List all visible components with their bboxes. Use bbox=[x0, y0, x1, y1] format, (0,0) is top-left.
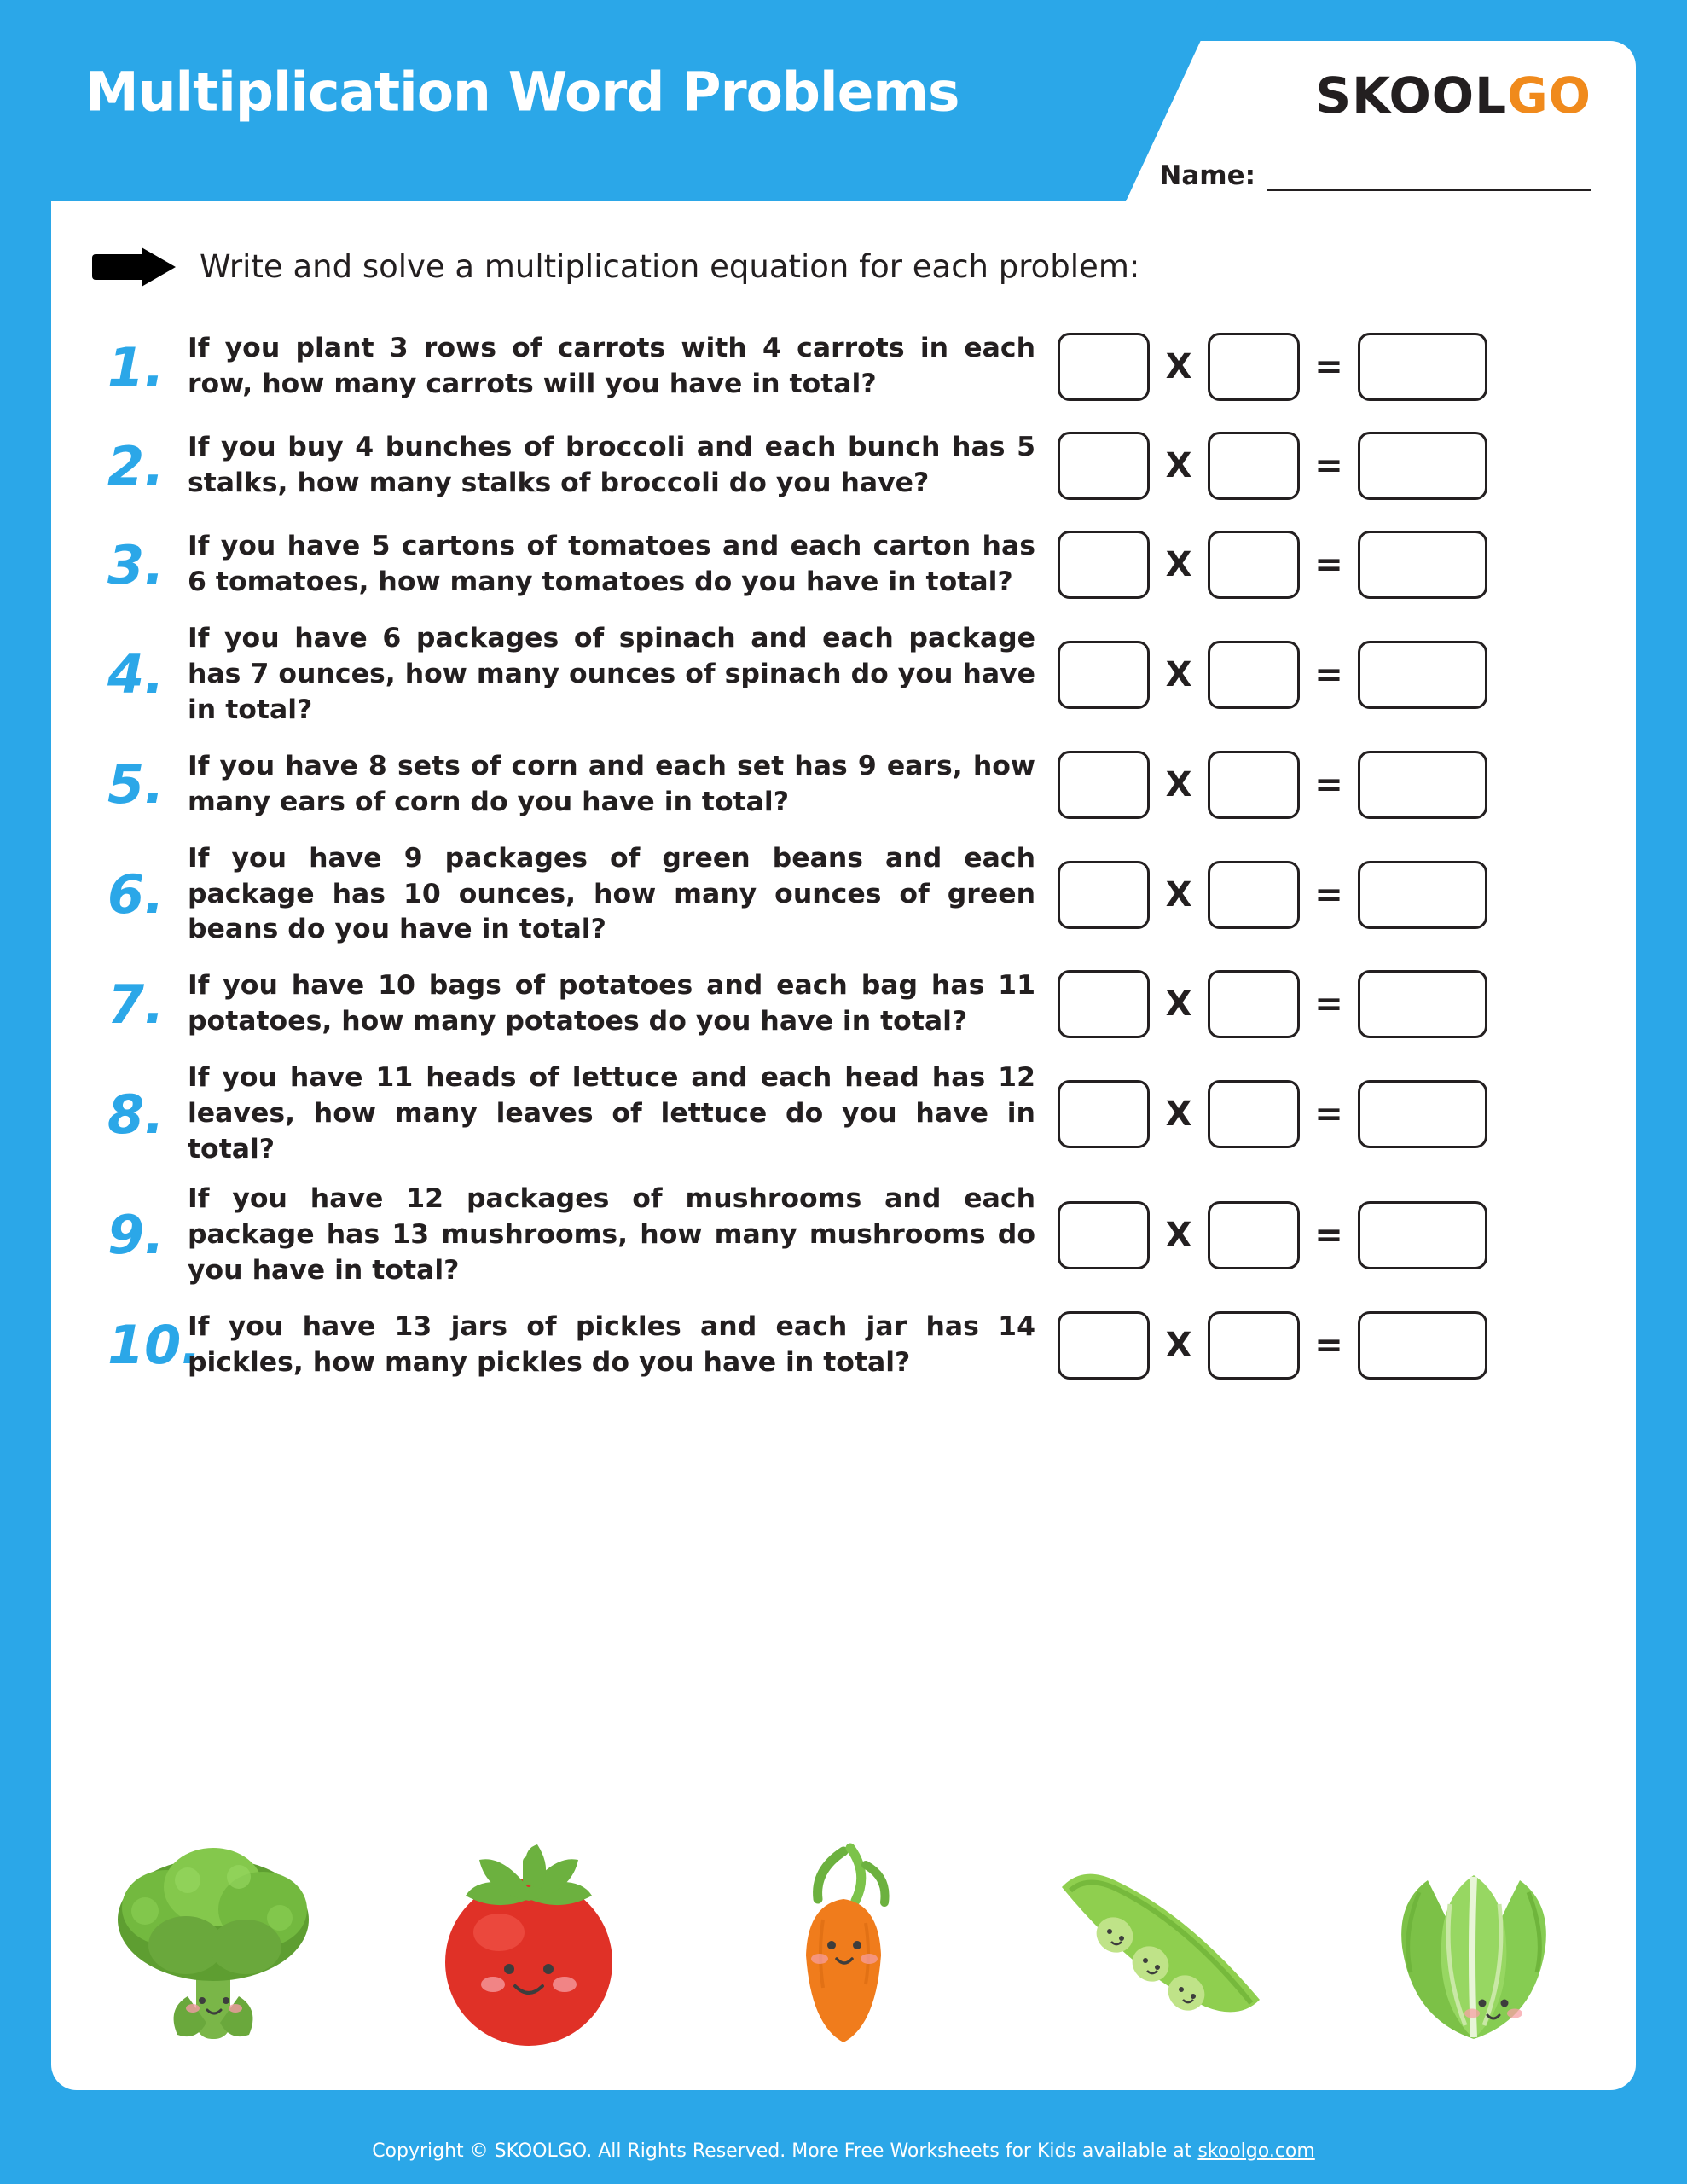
title-banner bbox=[0, 0, 1126, 201]
factor2-input[interactable] bbox=[1208, 861, 1300, 929]
factor1-input[interactable] bbox=[1058, 861, 1150, 929]
logo-go-text: GO bbox=[1507, 67, 1591, 125]
factor2-input[interactable] bbox=[1208, 970, 1300, 1038]
result-input[interactable] bbox=[1358, 861, 1487, 929]
factor1-input[interactable] bbox=[1058, 1201, 1150, 1269]
problem-row bbox=[92, 1182, 1593, 1289]
problem-list bbox=[92, 324, 1593, 1402]
multiply-symbol: X bbox=[1165, 1215, 1192, 1255]
skoolgo-logo bbox=[1315, 67, 1591, 125]
problem-number: 3. bbox=[107, 533, 165, 596]
problem-text: If you have 13 jars of pickles and each jar has 14 pickles, how many pickles do you have in total? bbox=[188, 1310, 1035, 1378]
multiply-symbol: X bbox=[1165, 1325, 1192, 1365]
equation-row bbox=[1058, 1201, 1593, 1269]
instruction-row bbox=[92, 247, 1139, 285]
problem-number: 7. bbox=[107, 973, 165, 1036]
equals-symbol: = bbox=[1314, 1325, 1343, 1365]
problem-number: 6. bbox=[107, 863, 165, 926]
result-input[interactable] bbox=[1358, 1311, 1487, 1380]
equation-row bbox=[1058, 432, 1593, 500]
name-field-row bbox=[1159, 160, 1591, 191]
factor1-input[interactable] bbox=[1058, 333, 1150, 401]
equals-symbol: = bbox=[1314, 764, 1343, 804]
result-input[interactable] bbox=[1358, 531, 1487, 599]
equals-symbol: = bbox=[1314, 347, 1343, 386]
equals-symbol: = bbox=[1314, 545, 1343, 584]
equals-symbol: = bbox=[1314, 874, 1343, 915]
equals-symbol: = bbox=[1314, 446, 1343, 485]
name-label: Name: bbox=[1159, 160, 1255, 191]
factor1-input[interactable] bbox=[1058, 531, 1150, 599]
equation-row bbox=[1058, 861, 1593, 929]
carrot-illustration bbox=[716, 1826, 971, 2056]
multiply-symbol: X bbox=[1165, 985, 1192, 1025]
result-input[interactable] bbox=[1358, 432, 1487, 500]
factor1-input[interactable] bbox=[1058, 751, 1150, 819]
equation-row bbox=[1058, 333, 1593, 401]
factor1-input[interactable] bbox=[1058, 432, 1150, 500]
multiply-symbol: X bbox=[1165, 654, 1192, 694]
equation-row bbox=[1058, 641, 1593, 709]
problem-row bbox=[92, 621, 1593, 729]
problem-row bbox=[92, 1303, 1593, 1388]
multiply-symbol: X bbox=[1165, 764, 1192, 804]
problem-text: If you have 9 packages of green beans and each package has 10 ounces, how many ounces of green beans do you have in total? bbox=[188, 842, 1035, 945]
logo-skool-text: SKOOL bbox=[1315, 67, 1508, 125]
equation-row bbox=[1058, 531, 1593, 599]
problem-number: 4. bbox=[107, 643, 165, 706]
result-input[interactable] bbox=[1358, 1201, 1487, 1269]
problem-row bbox=[92, 742, 1593, 828]
page-title: Multiplication Word Problems bbox=[85, 61, 959, 124]
multiply-symbol: X bbox=[1165, 1095, 1192, 1135]
broccoli-illustration bbox=[85, 1826, 341, 2056]
problem-text: If you have 12 packages of mushrooms and each package has 13 mushrooms, how many mushrooms do you have in total? bbox=[188, 1183, 1035, 1286]
footer-link[interactable]: skoolgo.com bbox=[1197, 2140, 1315, 2162]
equation-row bbox=[1058, 751, 1593, 819]
problem-number: 2. bbox=[107, 434, 165, 497]
equation-row bbox=[1058, 1080, 1593, 1148]
equals-symbol: = bbox=[1314, 1215, 1343, 1255]
tomato-illustration bbox=[401, 1826, 657, 2056]
problem-text: If you have 8 sets of corn and each set has 9 ears, how many ears of corn do you have in total? bbox=[188, 750, 1035, 817]
problem-text: If you plant 3 rows of carrots with 4 carrots in each row, how many carrots will you have in total? bbox=[188, 333, 1035, 399]
arrow-right-icon bbox=[92, 247, 174, 285]
problem-row bbox=[92, 522, 1593, 607]
factor2-input[interactable] bbox=[1208, 333, 1300, 401]
name-input-line[interactable] bbox=[1267, 163, 1591, 191]
problem-number: 8. bbox=[107, 1083, 165, 1146]
pea-pod-illustration bbox=[1031, 1826, 1287, 2056]
multiply-symbol: X bbox=[1165, 347, 1192, 386]
problem-row bbox=[92, 1060, 1593, 1168]
problem-text: If you have 6 packages of spinach and each package has 7 ounces, how many ounces of spinach do you have in total? bbox=[188, 623, 1035, 725]
factor2-input[interactable] bbox=[1208, 751, 1300, 819]
problem-number: 5. bbox=[107, 753, 165, 816]
problem-text: If you buy 4 bunches of broccoli and each bunch has 5 stalks, how many stalks of broccoli do you have? bbox=[188, 432, 1035, 498]
footer-text: Copyright © SKOOLGO. All Rights Reserved. More Free Worksheets for Kids available at bbox=[372, 2140, 1198, 2162]
problem-number: 9. bbox=[107, 1204, 165, 1267]
lettuce-illustration bbox=[1346, 1826, 1602, 2056]
factor2-input[interactable] bbox=[1208, 1201, 1300, 1269]
factor2-input[interactable] bbox=[1208, 1311, 1300, 1380]
factor2-input[interactable] bbox=[1208, 432, 1300, 500]
footer bbox=[0, 2140, 1687, 2162]
result-input[interactable] bbox=[1358, 751, 1487, 819]
problem-text: If you have 11 heads of lettuce and each head has 12 leaves, how many leaves of lettuce do you have in total? bbox=[188, 1062, 1035, 1165]
factor2-input[interactable] bbox=[1208, 641, 1300, 709]
equals-symbol: = bbox=[1314, 654, 1343, 694]
equation-row bbox=[1058, 970, 1593, 1038]
factor2-input[interactable] bbox=[1208, 531, 1300, 599]
instruction-text: Write and solve a multiplication equation for each problem: bbox=[200, 247, 1140, 285]
problem-row bbox=[92, 324, 1593, 410]
illustration-row bbox=[85, 1817, 1602, 2056]
equals-symbol: = bbox=[1314, 1095, 1343, 1135]
result-input[interactable] bbox=[1358, 1080, 1487, 1148]
problem-number: 10. bbox=[107, 1314, 201, 1377]
result-input[interactable] bbox=[1358, 970, 1487, 1038]
factor1-input[interactable] bbox=[1058, 1080, 1150, 1148]
problem-text: If you have 5 cartons of tomatoes and each carton has 6 tomatoes, how many tomatoes do you have in total? bbox=[188, 531, 1035, 597]
factor1-input[interactable] bbox=[1058, 641, 1150, 709]
result-input[interactable] bbox=[1358, 641, 1487, 709]
multiply-symbol: X bbox=[1165, 874, 1192, 915]
multiply-symbol: X bbox=[1165, 446, 1192, 485]
problem-row bbox=[92, 423, 1593, 508]
result-input[interactable] bbox=[1358, 333, 1487, 401]
problem-text: If you have 10 bags of potatoes and each bag has 11 potatoes, how many potatoes do you have in total? bbox=[188, 970, 1035, 1037]
problem-row bbox=[92, 961, 1593, 1047]
equation-row bbox=[1058, 1311, 1593, 1380]
multiply-symbol: X bbox=[1165, 545, 1192, 584]
equals-symbol: = bbox=[1314, 985, 1343, 1025]
factor2-input[interactable] bbox=[1208, 1080, 1300, 1148]
factor1-input[interactable] bbox=[1058, 970, 1150, 1038]
problem-number: 1. bbox=[107, 335, 165, 398]
problem-row bbox=[92, 841, 1593, 949]
factor1-input[interactable] bbox=[1058, 1311, 1150, 1380]
